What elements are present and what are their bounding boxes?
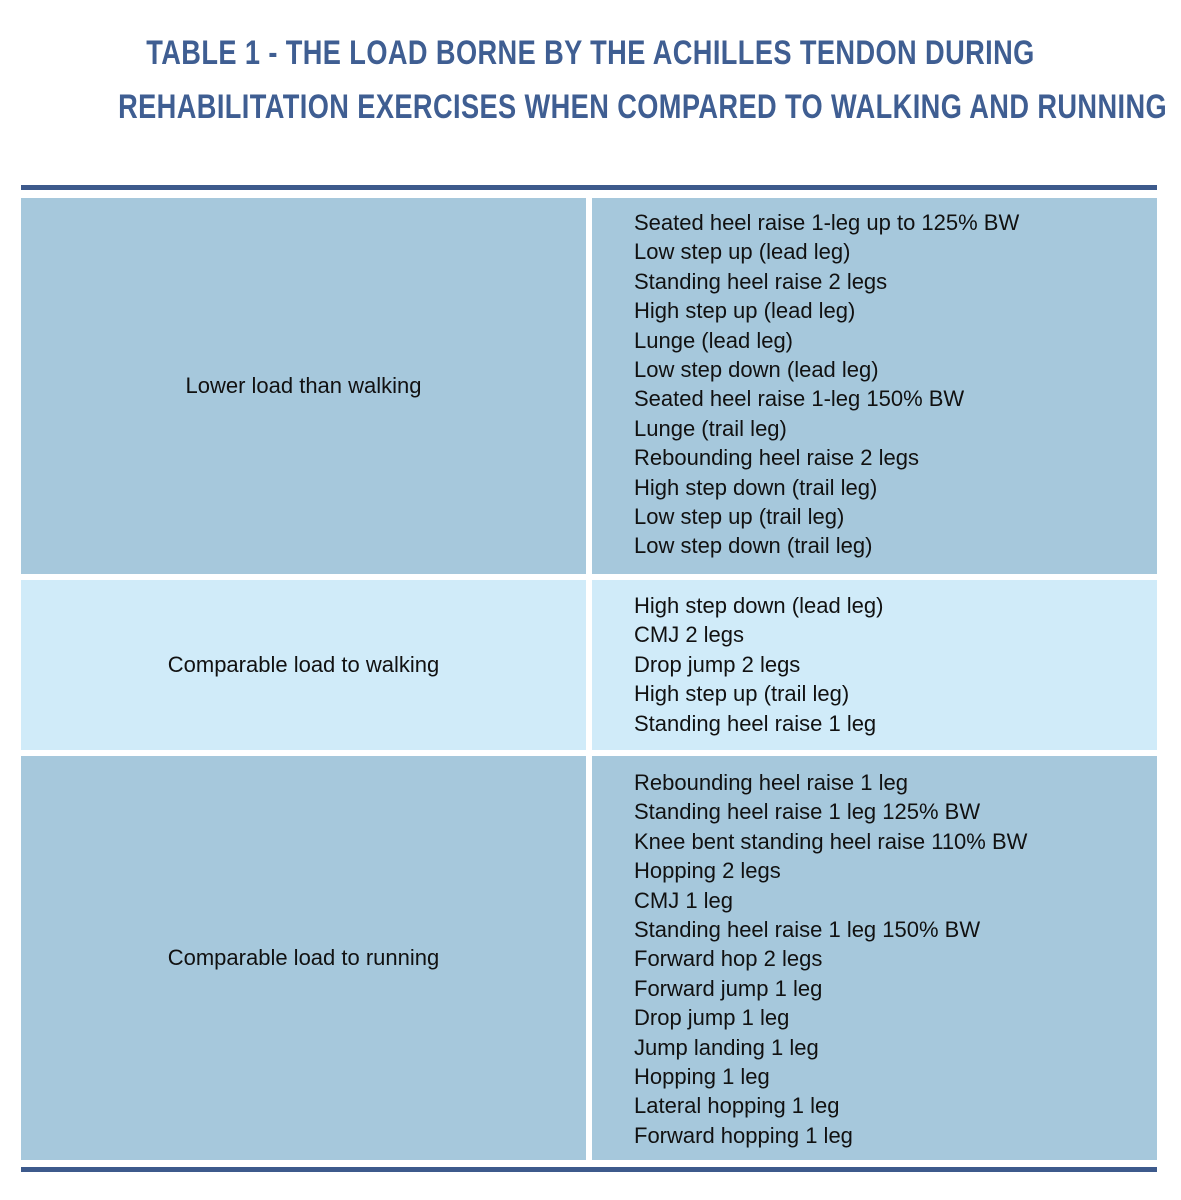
list-item: Standing heel raise 1 leg 125% BW [634, 799, 981, 825]
list-item: Drop jump 2 legs [634, 651, 801, 677]
list-item: Standing heel raise 1 leg 150% BW [634, 917, 981, 943]
table-title-line-2: REHABILITATION EXERCISES WHEN COMPARED TO WALKING AND RUNNING [118, 88, 1168, 126]
list-item: Lunge (lead leg) [634, 327, 794, 353]
exercise-list-comparable-to-walking [592, 580, 1157, 750]
list-item: Standing heel raise 1 leg [634, 710, 877, 736]
list-item: Drop jump 1 leg [634, 1005, 790, 1031]
list-item: Low step down (trail leg) [634, 533, 873, 559]
table-bottom-rule [21, 1167, 1157, 1172]
table-title-line-1: TABLE 1 - THE LOAD BORNE BY THE ACHILLES TENDON DURING [146, 34, 1035, 72]
row-label-comparable-to-walking [21, 580, 586, 750]
list-item: Lunge (trail leg) [634, 415, 787, 441]
list-item: Hopping 2 legs [634, 858, 781, 884]
list-item: Forward jump 1 leg [634, 975, 823, 1001]
table-top-rule [21, 185, 1157, 190]
list-item: High step down (lead leg) [634, 593, 884, 618]
row-label-text: Comparable load to running [167, 945, 440, 970]
row-label-comparable-to-running [21, 756, 586, 1160]
list-item: CMJ 2 legs [634, 622, 745, 648]
list-item: Low step up (trail leg) [634, 504, 845, 530]
list-item: Seated heel raise 1-leg 150% BW [634, 386, 965, 412]
list-item: Seated heel raise 1-leg up to 125% BW [634, 210, 1020, 235]
list-item: Standing heel raise 2 legs [634, 268, 888, 294]
list-item: Lateral hopping 1 leg [634, 1093, 840, 1119]
exercise-list-comparable-to-running [592, 756, 1157, 1160]
list-item: Forward hop 2 legs [634, 946, 823, 972]
table-title [118, 26, 1168, 134]
list-item: Jump landing 1 leg [634, 1034, 819, 1060]
list-item: High step up (lead leg) [634, 298, 856, 324]
row-label-text: Comparable load to walking [167, 652, 440, 677]
exercise-list-lower-than-walking [592, 198, 1157, 574]
list-item: Low step up (lead leg) [634, 239, 851, 265]
list-item: Hopping 1 leg [634, 1064, 770, 1090]
list-item: Forward hopping 1 leg [634, 1122, 853, 1148]
list-item: CMJ 1 leg [634, 887, 734, 913]
row-label-text: Lower load than walking [185, 373, 422, 398]
row-label-lower-than-walking [21, 198, 586, 574]
list-item: Rebounding heel raise 2 legs [634, 445, 919, 471]
list-item: High step down (trail leg) [634, 474, 878, 500]
list-item: Knee bent standing heel raise 110% BW [634, 828, 1028, 854]
list-item: High step up (trail leg) [634, 681, 850, 707]
list-item: Rebounding heel raise 1 leg [634, 770, 908, 795]
list-item: Low step down (lead leg) [634, 357, 879, 383]
